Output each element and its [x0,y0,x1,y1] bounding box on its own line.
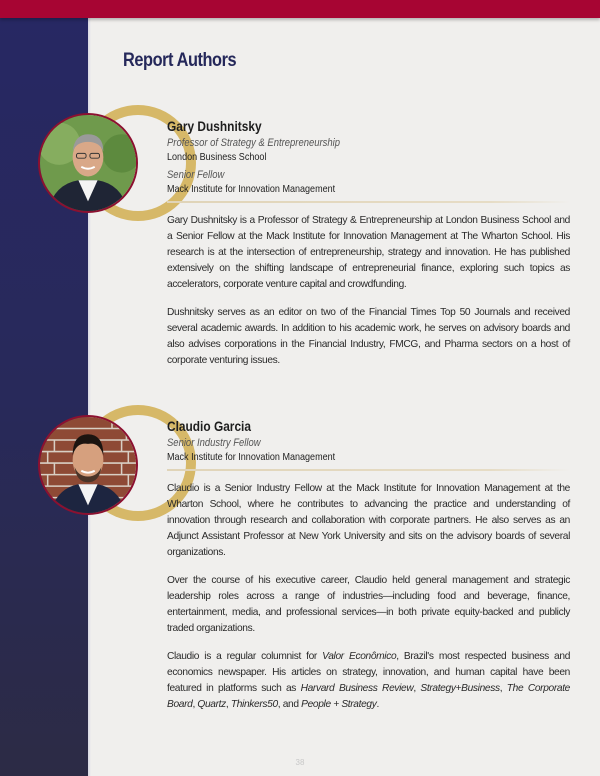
text: Claudio is a regular columnist for [167,651,323,662]
page-title: Report Authors [123,50,237,71]
author-institution: London Business School [167,151,267,163]
author-claudio-garcia [167,418,570,725]
portrait-photo-icon [40,417,136,513]
bio-paragraph [167,649,570,713]
top-banner [0,0,600,18]
author-name: Gary Dushnitsky [167,118,262,134]
text: , [413,683,421,694]
text: , Brazil's most respected business and economics newspaper. His articles on strategy, innovation, and human capital have been featured in platforms such as [167,651,571,694]
text: , and [277,699,302,710]
bio-paragraph: Claudio is a Senior Industry Fellow at the Mack Institute for Innovation Management at the Wharton School, where he contributes to advancing the practice and understanding of innovation through research and collaboration with corporate partners. He also serves as an Adjunct Assistant Professor at New York University and sits on the advisory boards of several organizations. [167,483,570,558]
text: , [192,699,198,710]
author-institution: Mack Institute for Innovation Management [167,451,336,463]
publication-name: People + Strategy [301,699,377,710]
divider [167,469,570,471]
text: . [376,699,379,710]
bio-paragraph: Gary Dushnitsky is a Professor of Strategy & Entrepreneurship at London Business School and a Senior Fellow at the Mack Institute for Innovation Management at The Wharton School. His research is at the intersection of entrepreneurship, strategy and innovation. He has published extensively on the shifting landscape of entrepreneurial finance, exploring such topics as accelerators, corporate venture capital and crowdfunding. [167,215,570,290]
page-number: 38 [295,758,305,767]
author-bio [167,481,570,713]
portrait-photo-icon [40,115,136,211]
author-title-2: Senior Fellow [167,169,225,181]
author-photo-claudio [38,415,138,515]
author-gary-dushnitsky [167,118,570,381]
publication-name: Strategy+Business [420,683,500,694]
author-title: Professor of Strategy & Entrepreneurship [167,137,341,149]
author-institution-2: Mack Institute for Innovation Management [167,183,336,195]
publication-name: Harvard Business Review [300,683,414,694]
text: , [499,683,507,694]
divider [167,201,570,203]
publication-name: Thinkers50 [230,699,278,710]
text: , [225,699,231,710]
publication-name: Quartz [197,699,226,710]
author-name: Claudio Garcia [167,418,251,434]
bio-paragraph: Dushnitsky serves as an editor on two of the Financial Times Top 50 Journals and received several academic awards. In addition to his academic work, he serves on advisory boards and also advises corporations in the Financial Industry, FMCG, and Pharma sectors on a host of corporate venturing issues. [167,307,570,366]
author-bio [167,213,570,369]
author-title: Senior Industry Fellow [167,437,261,449]
publication-name: Valor Econômico [322,651,397,662]
author-photo-gary [38,113,138,213]
publication-name: The Corporate Board [167,683,570,710]
bio-paragraph: Over the course of his executive career, Claudio held general management and strategic leadership roles across a range of industries—including food and beverage, finance, entertainment, media, and professional services—in both private equity-backed and publicly traded organizations. [167,575,570,634]
